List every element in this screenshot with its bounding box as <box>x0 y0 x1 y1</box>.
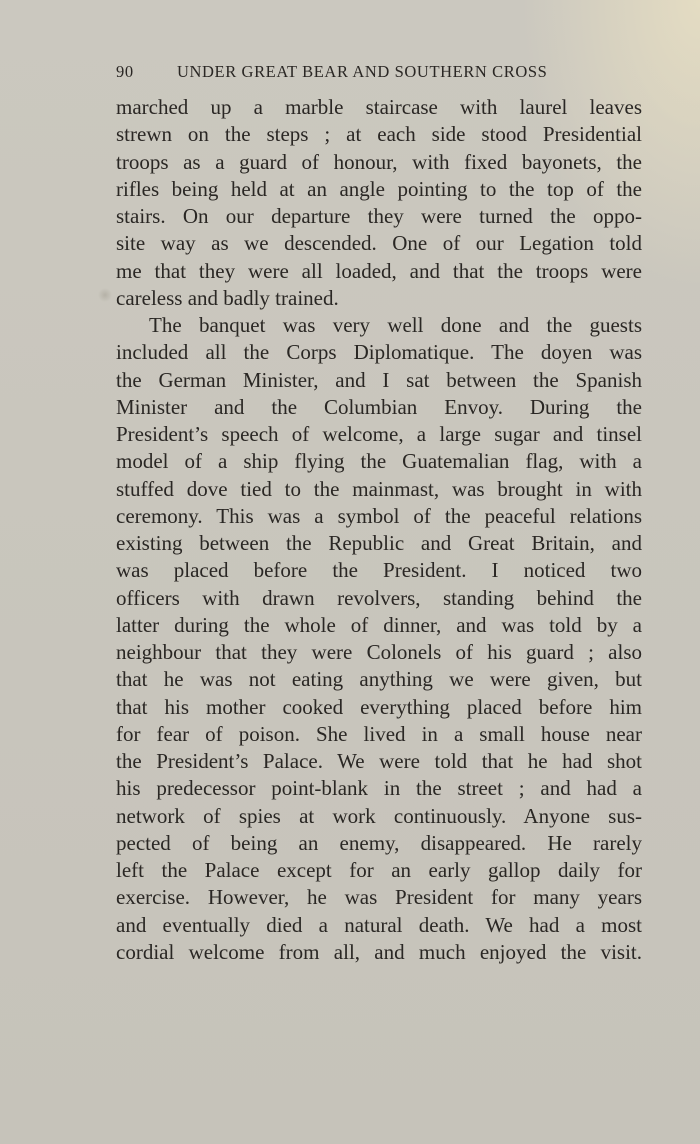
text-line: stuffed dove tied to the mainmast, was brought in with <box>116 476 642 501</box>
running-title: UNDER GREAT BEAR AND SOUTHERN CROSS <box>177 62 548 81</box>
text-line: that his mother cooked everything placed before him <box>116 694 642 719</box>
text-line: ceremony. This was a symbol of the peaceful relations <box>116 503 642 528</box>
text-line: strewn on the steps ; at each side stood Presidential <box>116 122 642 147</box>
paragraph-1 <box>116 94 642 312</box>
text-line: Minister and the Columbian Envoy. During the <box>116 394 642 419</box>
paragraph-2 <box>116 312 642 966</box>
text-line: that he was not eating anything we were given, but <box>116 667 642 692</box>
text-line: network of spies at work continuously. Anyone sus- <box>116 803 642 828</box>
text-line: his predecessor point-blank in the street ; and had a <box>116 776 642 801</box>
text-line: the President’s Palace. We were told that he had shot <box>116 749 642 773</box>
text-line: latter during the whole of dinner, and was told by a <box>116 612 642 637</box>
text-line: pected of being an enemy, disappeared. He rarely <box>116 830 642 855</box>
page-number: 90 <box>116 62 134 81</box>
text-line: exercise. However, he was President for many years <box>116 885 642 910</box>
text-line: for fear of poison. She lived in a small house near <box>116 721 642 746</box>
text-line: marched up a marble staircase with laurel leaves <box>116 95 642 119</box>
text-line: stairs. On our departure they were turned the oppo- <box>116 204 642 228</box>
text-line: President’s speech of welcome, a large sugar and tinsel <box>116 422 642 446</box>
text-line: careless and badly trained. <box>116 285 339 310</box>
running-head <box>116 62 642 86</box>
text-line: officers with drawn revolvers, standing behind the <box>116 585 642 610</box>
text-line: included all the Corps Diplomatique. The doyen was <box>116 340 642 365</box>
text-line: left the Palace except for an early gallop daily for <box>116 858 642 882</box>
text-line: and eventually died a natural death. We had a most <box>116 912 642 937</box>
text-line: the German Minister, and I sat between the Spanish <box>116 367 642 392</box>
text-line: existing between the Republic and Great Britain, and <box>116 531 642 555</box>
text-line: me that they were all loaded, and that the troops were <box>116 258 642 283</box>
text-line: model of a ship flying the Guatemalian flag, with a <box>116 449 642 474</box>
text-line: was placed before the President. I noticed two <box>116 558 642 583</box>
paper-smudge <box>98 288 112 302</box>
body-text <box>116 94 642 966</box>
text-line: neighbour that they were Colonels of his guard ; also <box>116 640 642 664</box>
text-line: site way as we descended. One of our Legation told <box>116 231 642 256</box>
text-line: troops as a guard of honour, with fixed bayonets, the <box>116 149 642 174</box>
text-line: rifles being held at an angle pointing to the top of the <box>116 176 642 201</box>
text-line: cordial welcome from all, and much enjoyed the visit. <box>116 939 642 964</box>
text-line: The banquet was very well done and the guests <box>149 313 642 337</box>
